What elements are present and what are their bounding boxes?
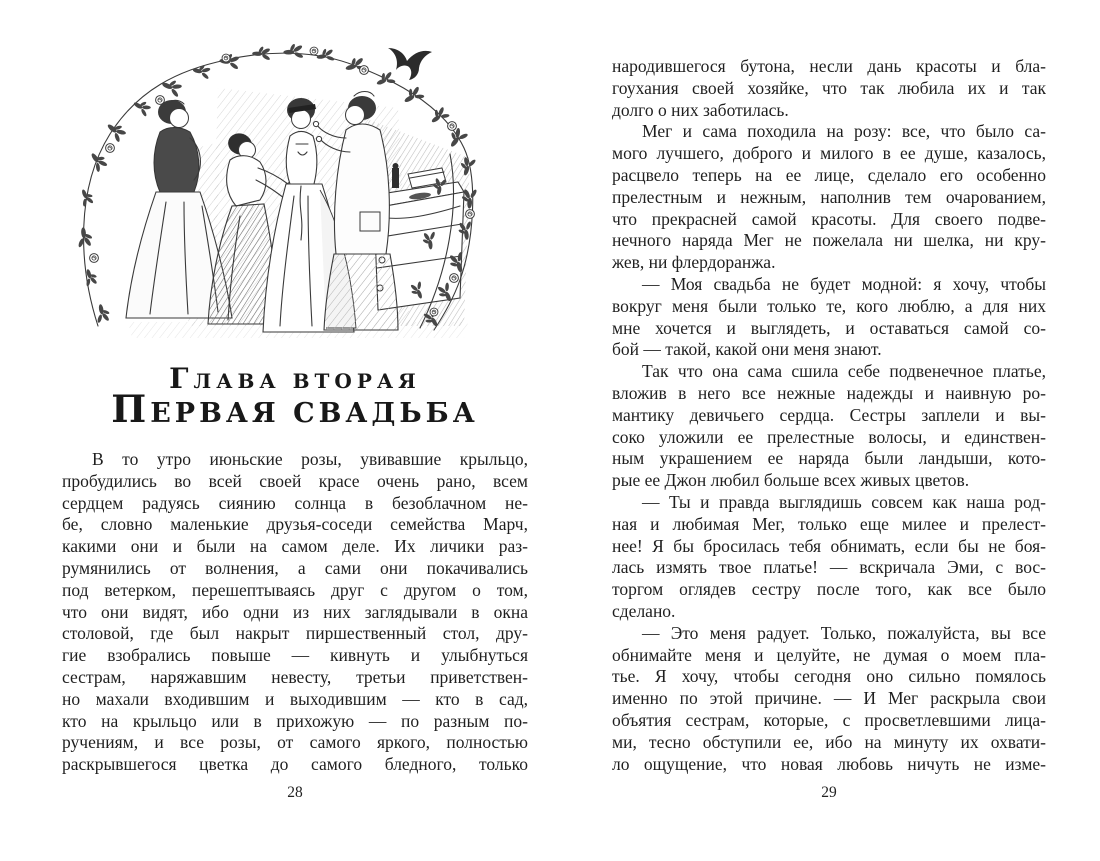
text-line: что прекрасней самой красоты. Для своего подве- [612,208,1046,229]
text-line: ручениям, и все розы, от самого яркого, полностью [62,732,528,753]
text-line: объятия сестрам, которые, с просветлевшими лица- [612,709,1046,730]
text-line: нее! Я бы бросилась тебя обнимать, если бы не боя- [612,535,1046,556]
page-right [612,0,1046,861]
text-line: именно по этой причине. — И Мег раскрыла свои [612,688,1046,709]
text-line: ми, тесно обступили ее, ибо на минуту их охвати- [612,731,1046,752]
text-line: обнимайте меня и целуйте, не думая о моем пла- [612,644,1046,665]
wedding-dressing-illustration [68,26,528,344]
text-line: народившегося бутона, несли дань красоты и бла- [612,56,1046,76]
text-line: гоухания своей хозяйке, что так любила их и так [612,77,1046,98]
text-line: какими они и были на самом деле. Их личики раз- [62,536,528,557]
swallow-icon [388,48,432,80]
text-line: вокруг меня были только те, кого люблю, а для них [612,295,1046,316]
text-line: пробудились во всей своей красе очень рано, всем [62,470,528,491]
text-line: мне хочется и выглядеть, и оставаться самой со- [612,317,1046,338]
text-line: долго о них заботилась. [612,99,789,120]
text-line: — Это меня радует. Только, пожалуйста, вы все [642,622,1046,643]
text-line: бой — такой, какой они меня знают. [612,339,882,360]
text-line: — Моя свадьба не будет модной: я хочу, чтобы [642,273,1046,294]
text-line: румянились от волнения, а сами они покачивались [62,557,528,578]
text-line: раскрывшегося цветка до самого бледного, только [62,754,528,775]
text-line: ло ощущение, что новая любовь ничуть не изме- [612,753,1046,774]
text-line: мого лучшего, доброго и милого в ее душе, казалось, [612,143,1046,164]
text-line: торгом оглядев сестру после того, как все было [612,579,1046,600]
text-line: столовой, где был накрыт пиршественный стол, дру- [62,623,528,644]
chapter-kicker: ГЛАВА ВТОРАЯ [169,362,421,395]
text-line: сделано. [612,600,676,621]
text-line: ная и любимая Мег, только еще милее и прелест- [612,513,1046,534]
chapter-title: ПЕРВАЯ СВАДЬБА [111,387,479,431]
text-line: жев, ни флердоранжа. [612,252,776,273]
right-page-text [612,56,1046,775]
text-line: рые ее Джон любил больше всех живых цветов. [612,470,970,491]
text-line: но махали входившим и выходившим — кто в сад, [62,688,528,709]
text-line: сестрам, наряжавшим невесту, третьи приветствен- [62,666,528,687]
text-line: расцвело теперь на ее лице, сделало его особенно [612,164,1046,185]
text-line: ным украшением ее наряда были ландыши, кото- [612,448,1046,469]
text-line: что они видят, ибо одни из них заглядывали в окна [62,601,528,622]
text-line: лась измять твое платье! — вскричала Эми, с вос- [612,557,1046,578]
text-line: под ветерком, перешептываясь друг с другом о том, [62,579,528,600]
text-line: Так что она сама сшила себе подвенечное платье, [642,361,1046,382]
text-line: тье. Я хочу, чтобы сегодня оно сильно помялось [612,666,1046,687]
page-number-right: 29 [821,784,837,801]
left-page-text [62,449,528,776]
text-line: сердцем радуясь сиянию солнца в безоблачном не- [62,492,528,513]
text-line: — Ты и правда выглядишь совсем как наша род- [642,491,1046,512]
text-line: мантику девичьего сердца. Сестры заплели и вы- [612,404,1046,425]
text-line: соко уложили ее прелестные волосы, и единствен- [612,426,1046,447]
page-number-left: 28 [287,784,303,801]
text-line: Мег и сама походила на розу: все, что было са- [642,121,1046,142]
text-line: прелестным и нежным, наполнив тем очарованием, [612,186,1046,207]
text-line: бе, словно маленькие друзья-соседи семейства Марч, [62,514,528,535]
text-line: В то утро июньские розы, увивавшие крыльцо, [92,449,528,469]
text-line: кто на крыльцо или в прихожую — по разным по- [62,710,528,731]
page-left [62,0,528,861]
text-line: нечного наряда Мег не пожелала ни шелка, ни кру- [612,230,1046,251]
text-line: гие взобрались повыше — кивнуть и улыбнуться [62,645,528,666]
text-line: вложив в него все нежные надежды и наивную ро- [612,382,1046,403]
